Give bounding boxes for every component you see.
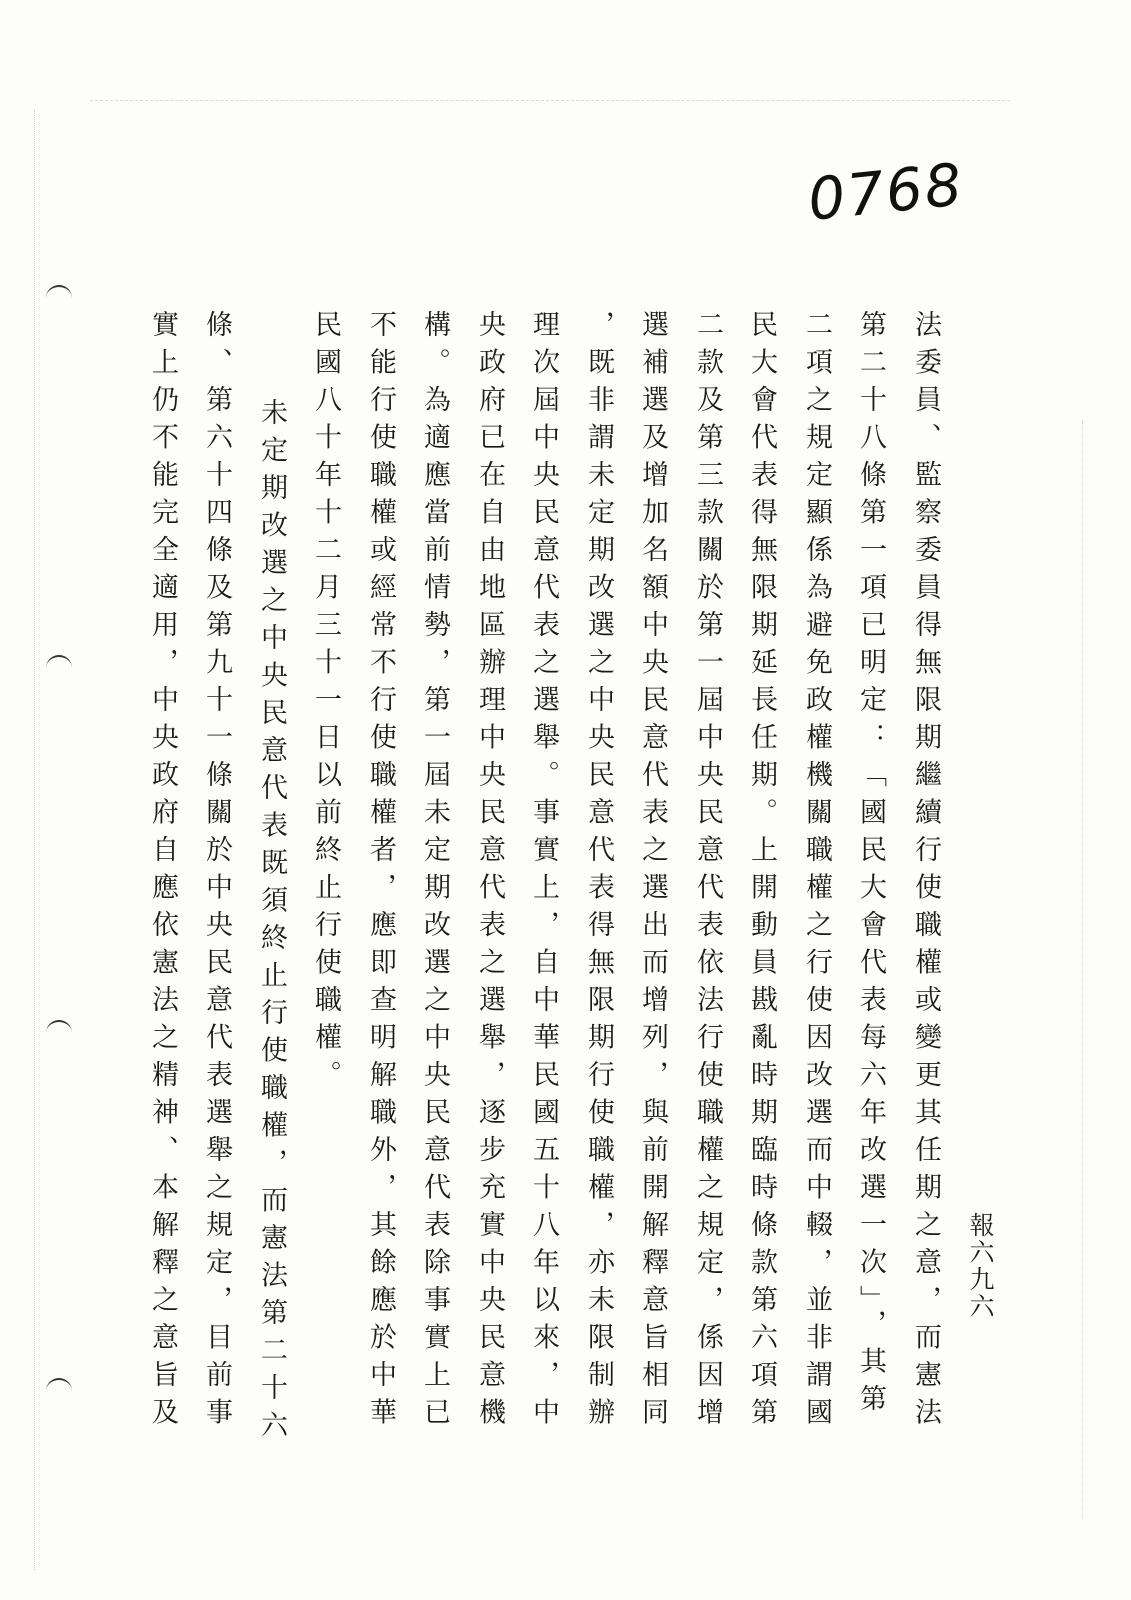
- scan-artifact-left-edge: [34, 110, 35, 1570]
- scan-artifact-top-line: [90, 100, 1010, 101]
- text-column-indented: 未定期改選之中央民意代表既須終止行使職權，而憲法第二十六: [256, 398, 287, 1448]
- text-column: 央政府已在自由地區辦理中央民意代表之選舉，逐步充實中央民意機: [474, 310, 505, 1435]
- text-column: 民大會代表得無限期延長任期。上開動員戡亂時期臨時條款第六項第: [746, 310, 777, 1435]
- text-column: 不能行使職權或經常不行使職權者，應即查明解職外，其餘應於中華: [365, 310, 396, 1435]
- handwritten-page-number: 0768: [804, 150, 967, 234]
- text-column: 二項之規定顯係為避免政權機關職權之行使因改選而中輟，並非謂國: [801, 310, 832, 1435]
- text-column: 第二十八條第一項已明定：「國民大會代表每六年改選一次」，其第: [855, 310, 886, 1422]
- binding-hole-mark: [46, 1020, 72, 1036]
- binding-hole-mark: [46, 655, 72, 671]
- margin-reference-label: 報六九六: [966, 1212, 995, 1320]
- text-column: 理次屆中央民意代表之選舉。事實上，自中華民國五十八年以來，中: [528, 310, 559, 1435]
- text-column: 法委員、監察委員得無限期繼續行使職權或變更其任期之意，而憲法: [910, 310, 941, 1435]
- binding-hole-mark: [46, 1378, 72, 1394]
- text-column: 構。為適應當前情勢，第一屆未定期改選之中央民意代表除事實上已: [419, 310, 450, 1435]
- text-column: 選補選及增加名額中央民意代表之選出而增列，與前開解釋意旨相同: [637, 310, 668, 1435]
- text-column: ，既非謂未定期改選之中央民意代表得無限期行使職權，亦未限制辦: [583, 310, 614, 1435]
- text-column: 條、第六十四條及第九十一條關於中央民意代表選舉之規定，目前事: [201, 310, 232, 1435]
- text-column: 民國八十年十二月三十一日以前終止行使職權。: [310, 310, 341, 1098]
- binding-hole-mark: [46, 285, 72, 301]
- text-column: 二款及第三款關於第一屆中央民意代表依法行使職權之規定，係因增: [692, 310, 723, 1435]
- scan-artifact-right-edge: [1082, 420, 1083, 1520]
- vertical-text-body: [147, 310, 950, 1448]
- text-column: 實上仍不能完全適用，中央政府自應依憲法之精神、本解釋之意旨及: [147, 310, 178, 1435]
